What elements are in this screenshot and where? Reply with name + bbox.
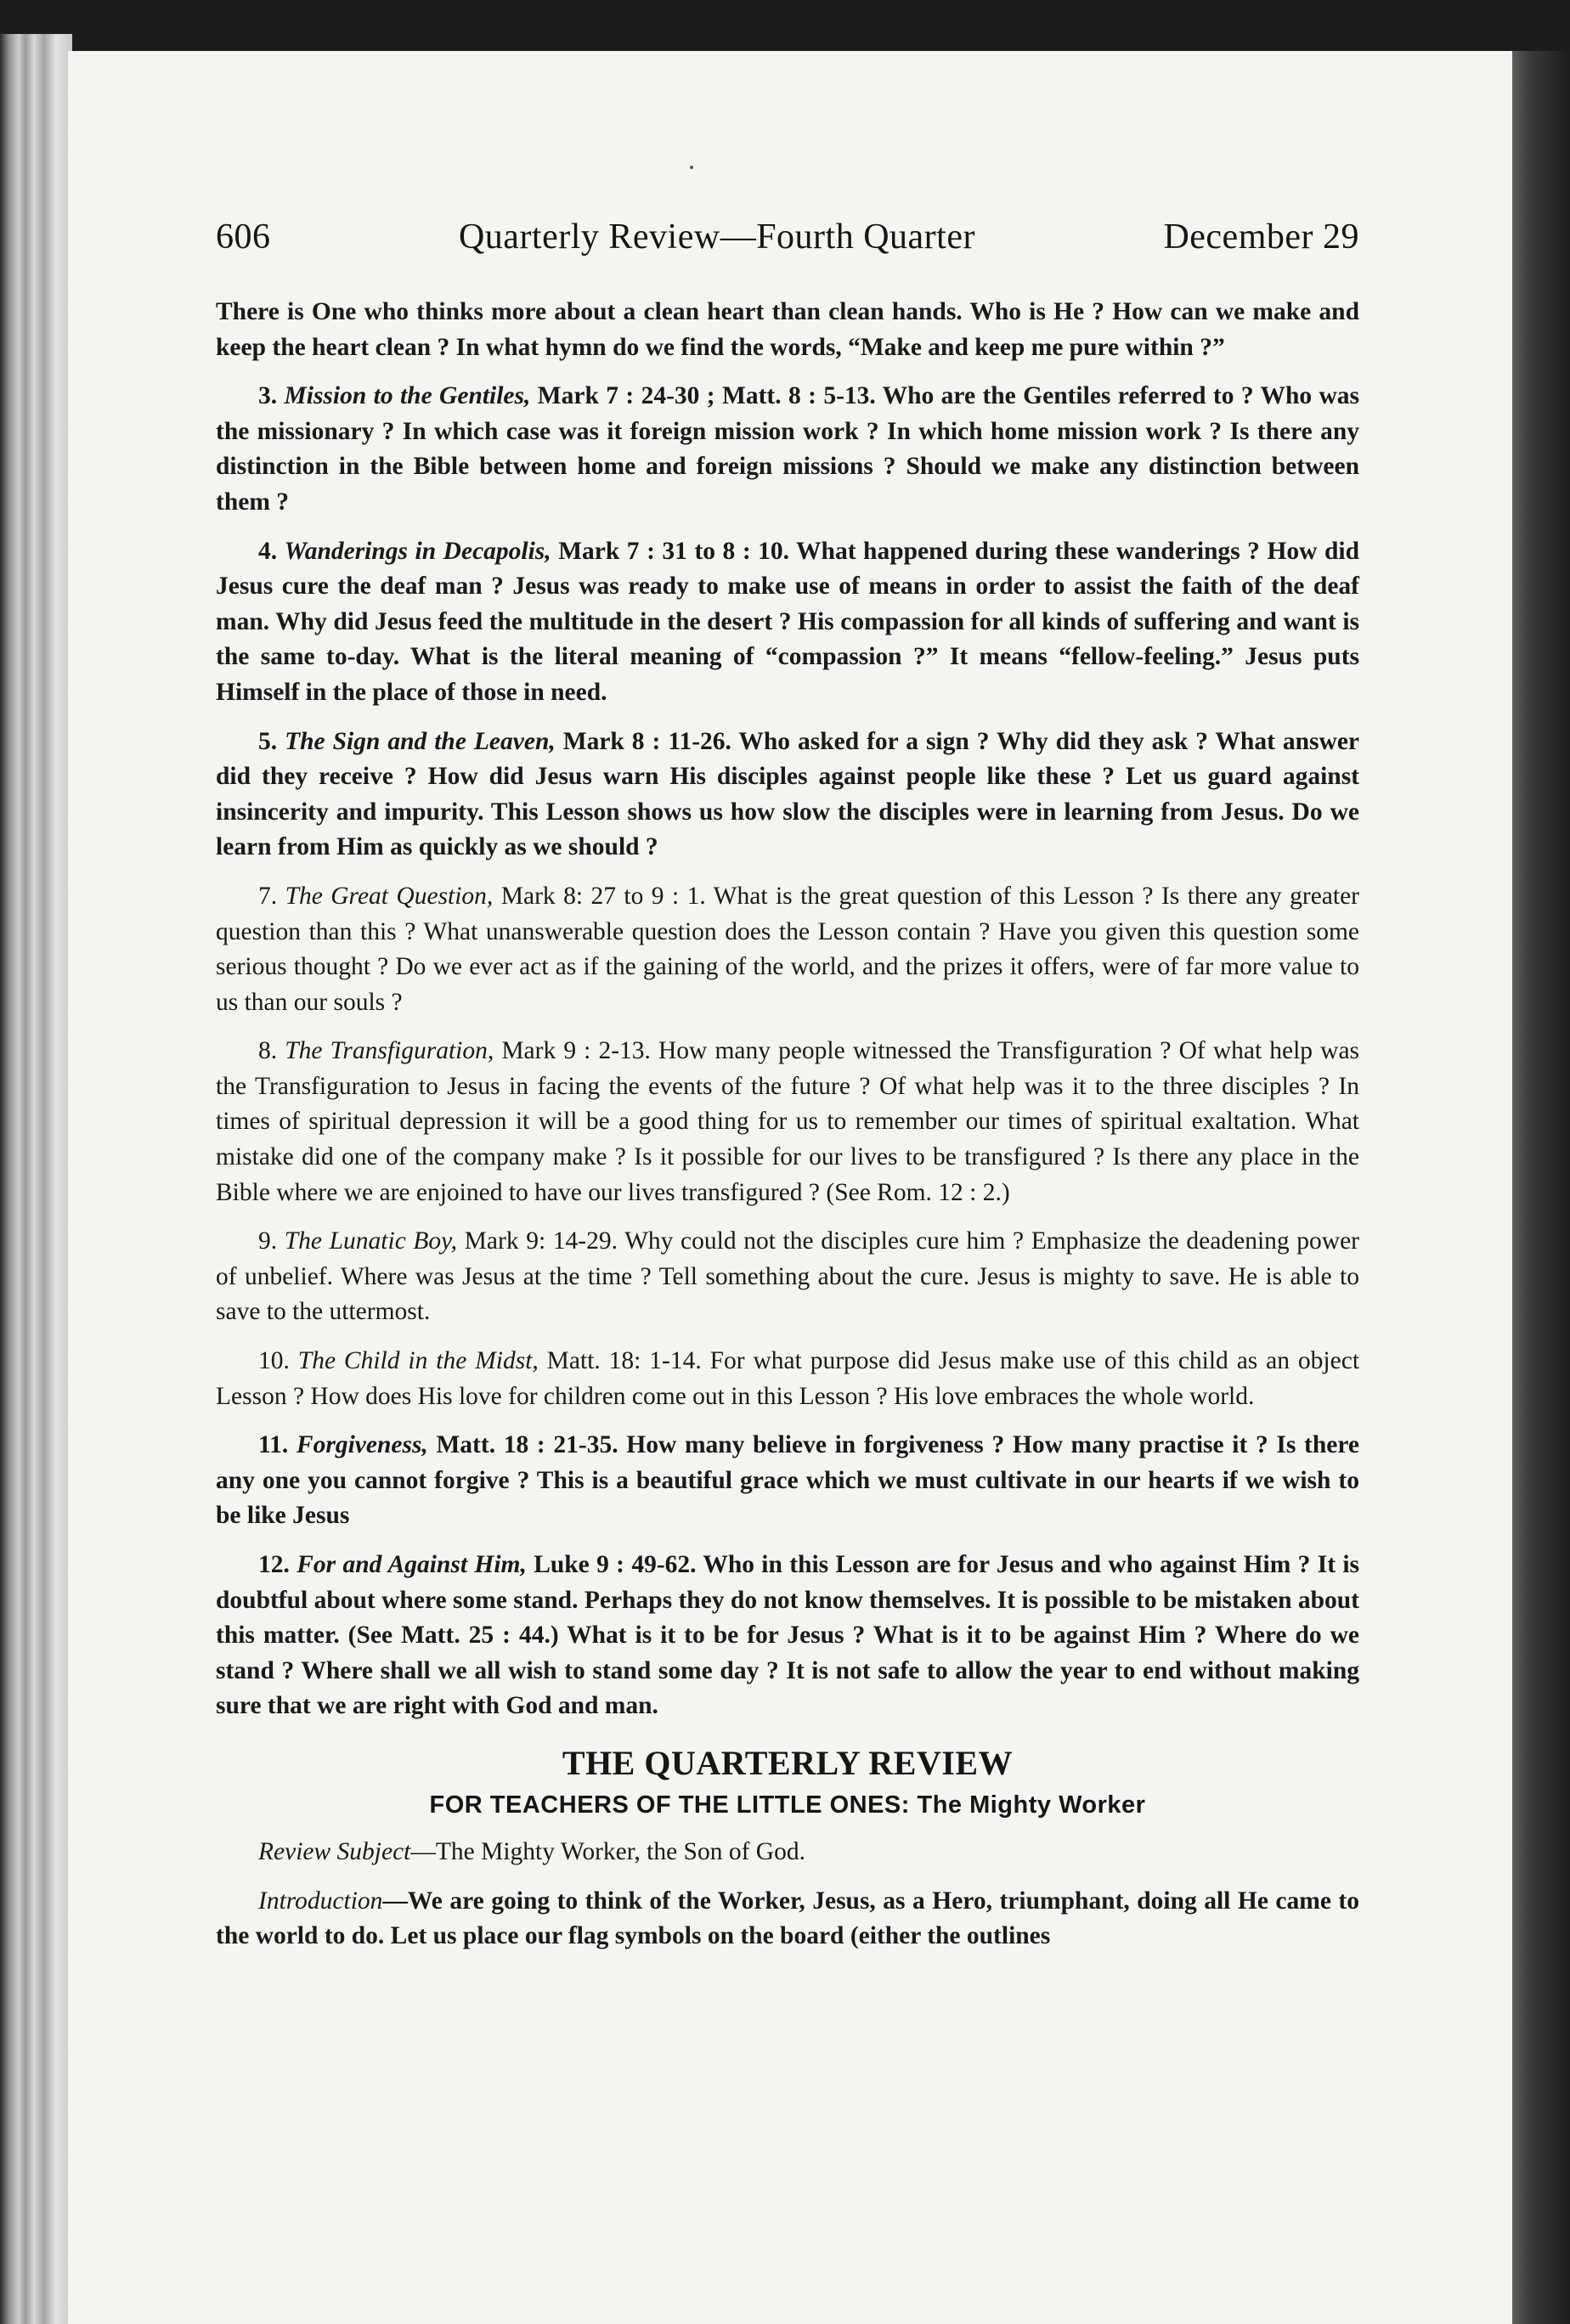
lesson-number: 8. [258,1037,278,1065]
section-subtitle: FOR TEACHERS OF THE LITTLE ONES: The Mighty Worker [429,1791,1146,1819]
lesson-title: The Great Question, [285,882,494,910]
lesson-title: Mission to the Gentiles, [284,382,531,410]
section-title: THE QUARTERLY REVIEW [562,1743,1014,1782]
lesson-text: Matt. 18 : 21-35. How many believe in forgiveness ? How many practise it ? Is there any one you cannot forgive ? This is a beautiful grace which we must cultivate in our hearts if we wish to be like Jesus [216,1431,1360,1530]
lesson-text: Mark 9 : 2-13. How many people witnessed the Transfiguration ? Of what help was the Transfiguration to Jesus in facing the events of the future ? Of what help was it to the three disciples ? In times of spiritual depression it will be a good thing for us to remember our times of spiritual exaltation. What mistake did one of the company make ? Is it possible for our lives to be transfigured ? Is there any place in the Bible where we are enjoined to have our lives transfigured ? (See Rom. 12 : 2.) [216,1037,1360,1206]
lesson-title: The Child in the Midst, [297,1347,539,1375]
lesson-text: Matt. 18: 1-14. For what purpose did Jesus make use of this child as an object Lesson ? How does His love for children come out in this Lesson ? His love embraces the whole world. [216,1347,1360,1410]
lesson-text: Mark 9: 14-29. Why could not the disciples cure him ? Emphasize the deadening power of unbelief. Where was Jesus at the time ? Tell something about the cure. Jesus is mighty to save. He is able to save to the uttermost. [216,1227,1360,1326]
page-content [216,217,1359,1968]
lesson-text: Mark 8: 27 to 9 : 1. What is the great question of this Lesson ? Is there any greater question than this ? What unanswerable question does the Lesson contain ? Have you given this question some serious thought ? Do we ever act as if the gaining of the world, and the prizes it offers, were of far more value to us than our souls ? [216,882,1359,1016]
lesson-number: 12. [258,1551,290,1578]
lesson-title: The Sign and the Leaven, [285,727,556,755]
lesson-paragraph [216,534,1359,711]
lesson-text: Mark 7 : 31 to 8 : 10. What happened during these wanderings ? How did Jesus cure the deaf man ? Jesus was ready to make use of means in order to assist the faith of the deaf man. Why did Jesus feed the multitude in the desert ? His compassion for all kinds of suffering and want is the same to-day. What is the literal meaning of “compassion ?” It means “fellow-feeling.” Jesus puts Himself in the place of those in need. [216,537,1359,706]
introduction [216,1884,1359,1955]
review-label: Review Subject [258,1837,411,1865]
book-binding [0,34,72,2324]
lesson-paragraph [216,1344,1359,1414]
lesson-paragraph [216,1428,1359,1534]
header-title: Quarterly Review—Fourth Quarter [458,217,975,257]
lesson-number: 7. [258,882,278,910]
lesson-text: Mark 8 : 11-26. Who asked for a sign ? Why did they ask ? What answer did they receive ? How did Jesus warn His disciples against people like these ? Let us guard against insincerity and impurity. This Lesson shows us how slow the disciples were in learning from Jesus. Do we learn from Him as quickly as we should ? [216,727,1360,861]
lesson-number: 3. [258,382,278,410]
lesson-text: Mark 7 : 24-30 ; Matt. 8 : 5-13. Who are the Gentiles referred to ? Who was the missionary ? In which case was it foreign mission work ? In which home mission work ? Is there any distinction in the Bible between home and foreign missions ? Should we make any distinction between them ? [216,382,1360,516]
lesson-number: 5. [258,727,278,755]
lesson-number: 9. [258,1227,278,1255]
lesson-title: The Transfiguration, [285,1037,494,1065]
review-text: —The Mighty Worker, the Son of God. [410,1837,805,1865]
lesson-paragraph [216,1224,1359,1330]
lesson-paragraph [216,295,1359,365]
intro-text: —We are going to think of the Worker, Jesus, as a Hero, triumphant, doing all He came to the world to do. Let us place our flag symbols on the board (either the outlines [216,1887,1359,1950]
lesson-number: 10. [258,1347,290,1375]
lesson-title: For and Against Him, [296,1551,527,1578]
lesson-text: Luke 9 : 49-62. Who in this Lesson are for Jesus and who against Him ? It is doubtful about where some stand. Perhaps they do not know themselves. It is possible to be mistaken about this matter. (See Matt. 25 : 44.) What is it to be for Jesus ? What is it to be against Him ? Where do we stand ? Where shall we all wish to stand some day ? It is not safe to allow the year to end without making sure that we are right with God and man. [216,1551,1360,1720]
lesson-text: There is One who thinks more about a clean heart than clean hands. Who is He ? How can we make and keep the heart clean ? In what hymn do we find the words, “Make and keep me pure within ?” [216,298,1359,361]
ink-speck [690,166,693,169]
lesson-title: Forgiveness, [296,1431,428,1459]
running-header [216,217,1359,269]
header-date: December 29 [1163,217,1359,257]
lesson-title: The Lunatic Boy, [284,1227,458,1255]
lesson-number: 4. [258,537,278,565]
lesson-paragraph [216,379,1359,520]
lesson-number: 11. [258,1431,289,1459]
page-edge-shadow [1512,51,1570,2324]
lesson-paragraph [216,1034,1359,1210]
lesson-list [216,295,1359,1724]
lesson-paragraph [216,879,1359,1020]
lesson-paragraph [216,725,1359,866]
intro-label: Introduction [258,1887,383,1915]
lesson-paragraph [216,1548,1359,1724]
review-subject [216,1835,1359,1870]
page-number: 606 [216,217,271,257]
lesson-title: Wanderings in Decapolis, [284,537,551,565]
